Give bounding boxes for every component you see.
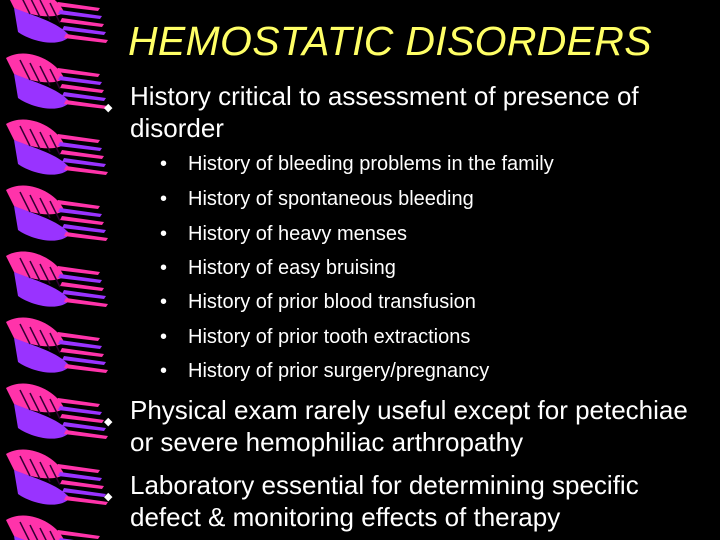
ribbon-segment bbox=[6, 318, 108, 373]
bullet-history bbox=[104, 80, 700, 144]
round-dot-icon: • bbox=[160, 188, 168, 210]
round-dot-icon: • bbox=[160, 223, 168, 245]
ribbon-segment bbox=[6, 120, 108, 175]
bullet-text: Physical exam rarely useful except for petechiae or severe hemophiliac arthropathy bbox=[130, 395, 688, 457]
sub-bullet: • History of easy bruising bbox=[160, 257, 396, 279]
ribbon-segment bbox=[6, 54, 108, 109]
round-dot-icon: • bbox=[160, 257, 168, 279]
wingding-diamond-icon: ◆ bbox=[104, 491, 113, 503]
ribbon-segment bbox=[6, 186, 108, 241]
wingding-diamond-icon: ◆ bbox=[104, 416, 113, 428]
bullet-laboratory bbox=[104, 469, 700, 533]
sub-bullet: • History of prior surgery/pregnancy bbox=[160, 360, 490, 382]
bullet-text: History critical to assessment of presence of disorder bbox=[130, 81, 639, 143]
bullet-physical-exam bbox=[104, 394, 700, 458]
ribbon-segment bbox=[6, 252, 108, 307]
sub-bullet: • History of heavy menses bbox=[160, 223, 407, 245]
slide-title: HEMOSTATIC DISORDERS bbox=[128, 18, 652, 64]
sub-bullet: • History of prior tooth extractions bbox=[160, 326, 471, 348]
ribbon-segment bbox=[6, 516, 108, 540]
ribbon-segment bbox=[6, 450, 108, 505]
bullet-text: Laboratory essential for determining specific defect & monitoring effects of therapy bbox=[130, 470, 639, 532]
ribbon-segment bbox=[6, 0, 108, 43]
wingding-diamond-icon: ◆ bbox=[104, 102, 113, 114]
sub-bullet: • History of prior blood transfusion bbox=[160, 291, 476, 313]
round-dot-icon: • bbox=[160, 326, 168, 348]
ribbon-segment bbox=[6, 384, 108, 439]
round-dot-icon: • bbox=[160, 291, 168, 313]
sub-bullet: • History of spontaneous bleeding bbox=[160, 188, 474, 210]
spiral-ribbon-border bbox=[0, 0, 120, 540]
sub-bullet: • History of bleeding problems in the family bbox=[160, 153, 554, 175]
round-dot-icon: • bbox=[160, 153, 168, 175]
round-dot-icon: • bbox=[160, 360, 168, 382]
